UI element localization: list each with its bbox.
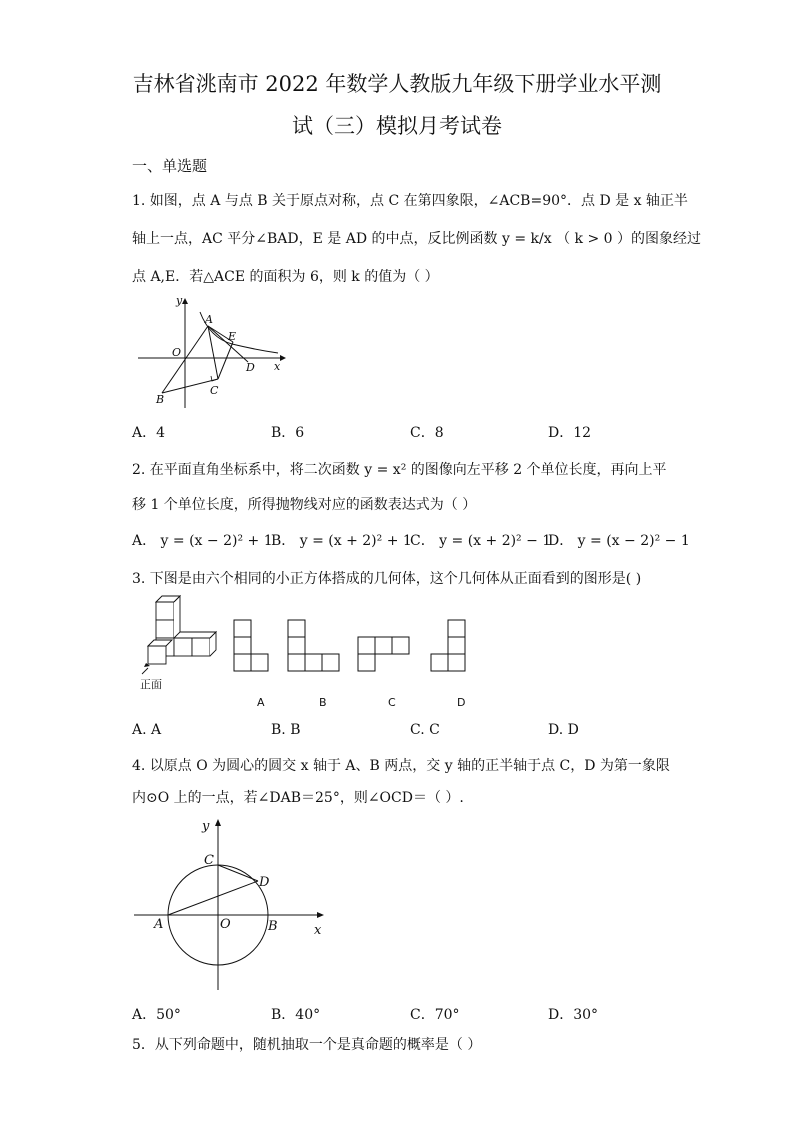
q3-view-d (431, 620, 465, 671)
q2-option-d[interactable]: D． y = (x − 2)² − 1 (548, 533, 690, 549)
q1-fig-y-label: y (176, 294, 183, 307)
q2-text-line2: 移 1 个单位长度，所得抛物线对应的函数表达式为（ ） (132, 497, 477, 513)
q4-option-c[interactable]: C．70° (410, 1007, 460, 1023)
q3-option-c[interactable]: C. C (410, 722, 440, 738)
q4-text-line1: 4. 以原点 O 为圆心的圆交 x 轴于 A、B 两点，交 y 轴的正半轴于点 C，D 为第一象限 (132, 758, 670, 774)
q4-fig-d-label: D (259, 875, 270, 890)
q1-text-line2: 轴上一点，AC 平分∠BAD，E 是 AD 的中点，反比例函数 y = k/x （ k > 0 ）的图象经过 (132, 231, 701, 247)
q3-view-d-label: D (457, 696, 466, 709)
q1-fig-o-label: O (172, 346, 182, 359)
q3-option-b[interactable]: B. B (271, 722, 301, 738)
q4-option-a[interactable]: A．50° (132, 1007, 181, 1023)
q3-option-d[interactable]: D. D (548, 722, 579, 738)
q3-figure (138, 594, 478, 712)
q3-view-a-label: A (257, 696, 265, 709)
q4-figure (132, 814, 332, 994)
q1-fig-b-label: B (156, 393, 165, 406)
q3-view-b-label: B (319, 696, 327, 709)
q4-fig-x-label: x (314, 923, 322, 938)
q4-figure-svg (132, 814, 332, 994)
q1-option-d[interactable]: D．12 (548, 425, 592, 441)
q1-fig-d-label: D (246, 361, 255, 374)
exam-title-line2: 试（三）模拟月考试卷 (292, 114, 502, 138)
q3-view-b (288, 620, 339, 671)
q4-fig-b-label: B (268, 919, 278, 934)
q1-option-b[interactable]: B．6 (271, 425, 305, 441)
q1-fig-e-label: E (228, 330, 237, 343)
q4-text-line2: 内⊙O 上的一点，若∠DAB＝25°，则∠OCD＝（ ）. (132, 790, 464, 806)
q5-text-line1: 5．从下列命题中，随机抽取一个是真命题的概率是（ ） (132, 1037, 482, 1053)
q3-option-a[interactable]: A. A (132, 722, 162, 738)
q1-text-line1: 1. 如图，点 A 与点 B 关于原点对称，点 C 在第四象限，∠ACB=90°．点 D 是 x 轴正半 (132, 193, 688, 209)
q4-option-b[interactable]: B．40° (271, 1007, 321, 1023)
q1-figure-svg (132, 290, 292, 415)
q3-front-label: 正面 (140, 678, 162, 691)
q3-view-c-label: C (388, 696, 396, 709)
q4-fig-o-label: O (220, 917, 231, 932)
q4-fig-y-label: y (202, 819, 210, 834)
exam-title-line1: 吉林省洮南市 2022 年数学人教版九年级下册学业水平测 (132, 72, 662, 96)
q3-view-a (234, 620, 268, 671)
q3-view-c (358, 637, 409, 671)
q1-fig-c-label: C (210, 384, 219, 397)
q4-option-d[interactable]: D．30° (548, 1007, 599, 1023)
q2-option-a[interactable]: A． y = (x − 2)² + 1 (132, 533, 273, 549)
q1-option-a[interactable]: A．4 (132, 425, 166, 441)
q1-text-line3: 点 A,E．若△ACE 的面积为 6，则 k 的值为（ ） (132, 269, 439, 285)
q4-fig-c-label: C (204, 853, 214, 868)
q4-fig-a-label: A (154, 917, 164, 932)
q3-figure-svg (138, 594, 478, 712)
q2-text-line1: 2. 在平面直角坐标系中，将二次函数 y = x² 的图像向左平移 2 个单位长度，再向上平 (132, 462, 667, 478)
q1-fig-a-label: A (205, 313, 213, 326)
q2-option-b[interactable]: B． y = (x + 2)² + 1 (271, 533, 412, 549)
q1-figure (132, 290, 292, 415)
q3-text-line1: 3. 下图是由六个相同的小正方体搭成的几何体，这个几何体从正面看到的图形是( ) (132, 571, 642, 587)
section-heading: 一、单选题 (132, 157, 208, 175)
q2-option-c[interactable]: C． y = (x + 2)² − 1 (410, 533, 552, 549)
q1-fig-x-label: x (274, 360, 281, 373)
q3-solid (148, 596, 216, 664)
q1-option-c[interactable]: C．8 (410, 425, 444, 441)
